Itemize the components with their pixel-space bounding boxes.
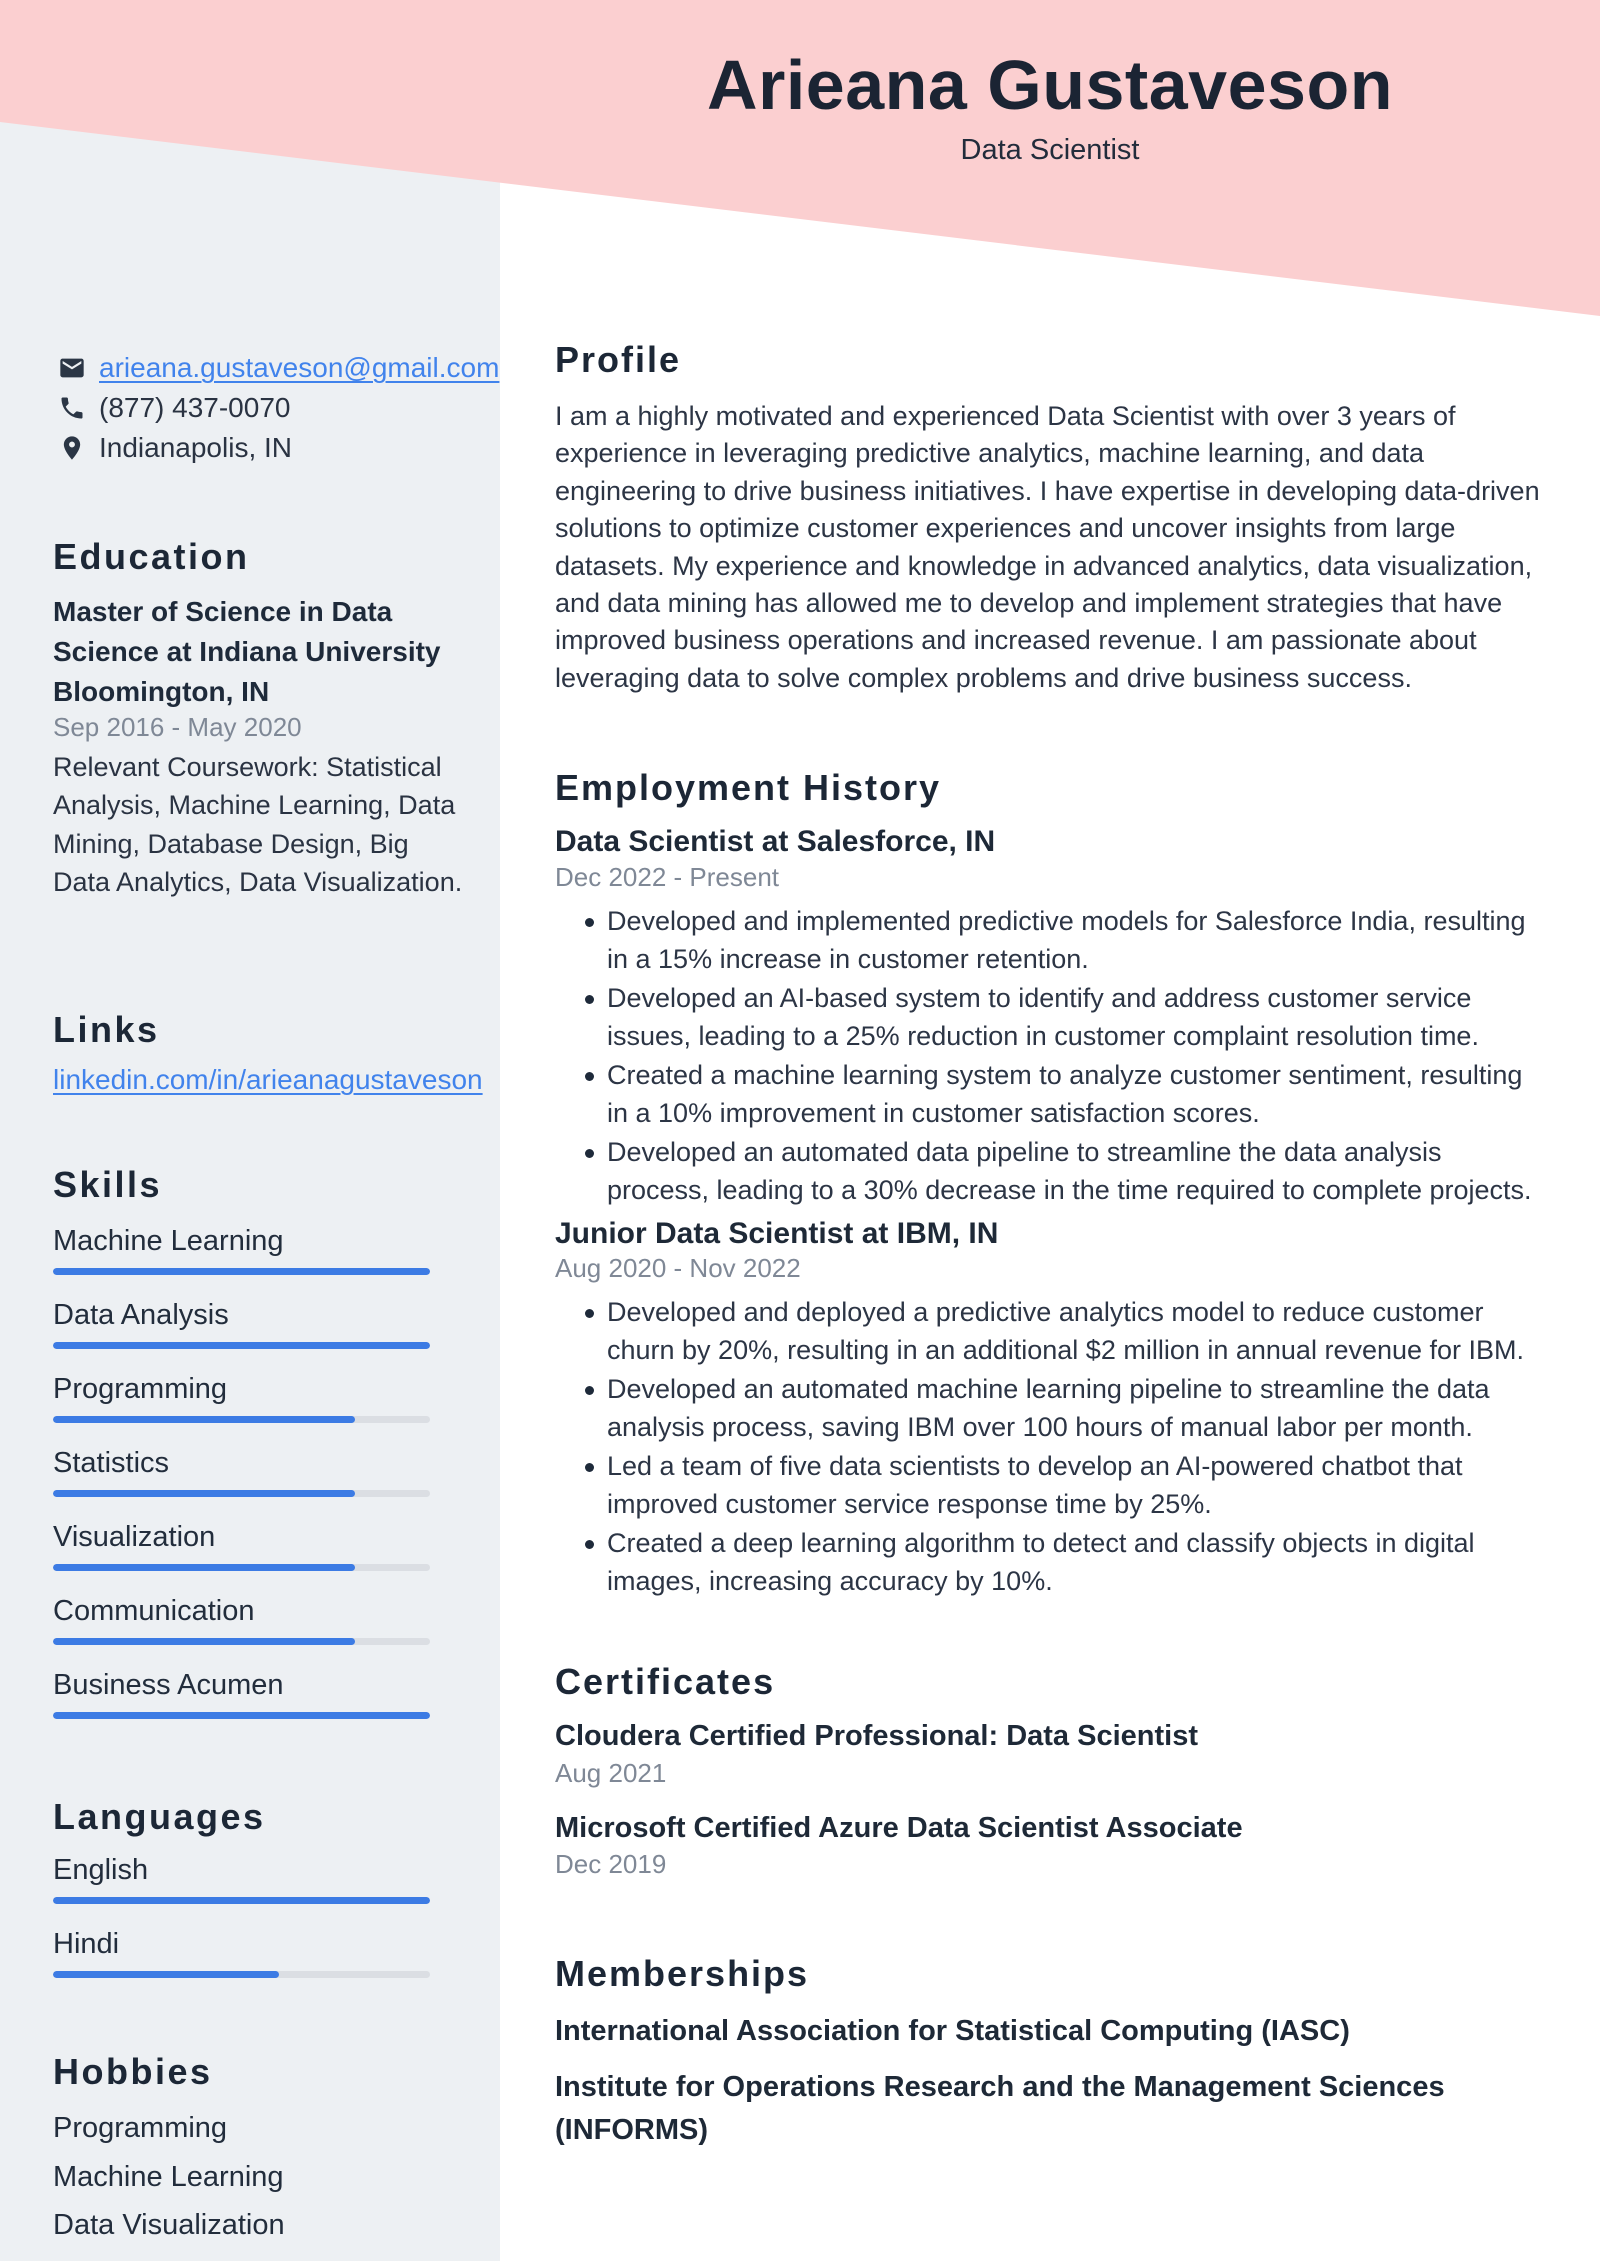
education-coursework: Relevant Coursework: Statistical Analysis, Machine Learning, Data Mining, Database Design, Big Data Analytics, Data Visualization. xyxy=(53,752,463,897)
skill-label: Programming xyxy=(53,1373,228,1405)
certificate-name: Microsoft Certified Azure Data Scientist Associate xyxy=(555,1812,1243,1844)
education-dates: Sep 2016 - May 2020 xyxy=(53,712,302,742)
skills-list xyxy=(53,1224,430,1742)
skill-label: Business Acumen xyxy=(53,1669,284,1701)
skill-item xyxy=(53,1298,430,1349)
linkedin-link[interactable]: linkedin.com/in/arieanagustaveson xyxy=(53,1064,483,1095)
skill-label: Communication xyxy=(53,1595,255,1627)
skill-label: Visualization xyxy=(53,1521,216,1553)
language-item xyxy=(53,1853,430,1904)
job-bullet-list xyxy=(555,1294,1540,1602)
person-name: Arieana Gustaveson xyxy=(707,46,1393,124)
job-bullet: Created a machine learning system to analyze customer sentiment, resulting in a 10% improvement in customer satisfaction scores. xyxy=(555,1057,1540,1132)
hobbies-heading: Hobbies xyxy=(53,2051,213,2092)
language-label: English xyxy=(53,1854,149,1886)
membership-item: Institute for Operations Research and the Management Sciences (INFORMS) xyxy=(555,2071,1445,2146)
contact-block xyxy=(57,348,500,468)
links-heading: Links xyxy=(53,1009,160,1050)
language-item xyxy=(53,1927,430,1978)
profile-heading: Profile xyxy=(555,339,682,380)
hobby-item: Data Visualization xyxy=(53,2209,285,2241)
skill-item xyxy=(53,1446,430,1497)
skill-item xyxy=(53,1520,430,1571)
employment-heading: Employment History xyxy=(555,767,942,808)
phone-icon xyxy=(57,393,87,423)
language-bar-track xyxy=(53,1897,430,1904)
skill-bar-track xyxy=(53,1564,430,1571)
skill-bar-track xyxy=(53,1490,430,1497)
job-bullet: Developed an AI-based system to identify and address customer service issues, leading to a 25% reduction in customer complaint resolution time. xyxy=(555,980,1540,1055)
skill-label: Machine Learning xyxy=(53,1225,284,1257)
skill-item xyxy=(53,1372,430,1423)
job-bullet: Developed and implemented predictive models for Salesforce India, resulting in a 15% increase in customer retention. xyxy=(555,903,1540,978)
job-bullet: Created a deep learning algorithm to detect and classify objects in digital images, increasing accuracy by 10%. xyxy=(555,1525,1540,1600)
job-title: Junior Data Scientist at IBM, IN xyxy=(555,1217,999,1250)
language-bar-fill xyxy=(53,1897,430,1904)
skill-bar-fill xyxy=(53,1712,430,1719)
job-dates: Dec 2022 - Present xyxy=(555,862,780,892)
skill-bar-track xyxy=(53,1342,430,1349)
language-bar-fill xyxy=(53,1971,279,1978)
membership-item: International Association for Statistical Computing (IASC) xyxy=(555,2015,1350,2047)
skill-label: Statistics xyxy=(53,1447,170,1479)
education-heading: Education xyxy=(53,536,250,577)
person-job-title: Data Scientist xyxy=(960,134,1140,166)
skill-bar-track xyxy=(53,1712,430,1719)
location-text: Indianapolis, IN xyxy=(99,432,293,463)
certificate-date: Dec 2019 xyxy=(555,1849,667,1879)
contact-row-location xyxy=(57,428,487,468)
email-link[interactable]: arieana.gustaveson@gmail.com xyxy=(99,352,500,383)
skill-bar-fill xyxy=(53,1342,430,1349)
language-label: Hindi xyxy=(53,1928,120,1960)
contact-row-email xyxy=(57,348,500,388)
languages-list xyxy=(53,1853,430,2001)
skill-item xyxy=(53,1594,430,1645)
location-pin-icon xyxy=(57,433,87,463)
job-bullet: Developed and deployed a predictive analytics model to reduce customer churn by 20%, resulting in an additional $2 million in annual revenue for IBM. xyxy=(555,1294,1540,1369)
skill-bar-track xyxy=(53,1416,430,1423)
job-bullet-list xyxy=(555,903,1540,1211)
certificate-name: Cloudera Certified Professional: Data Scientist xyxy=(555,1720,1198,1752)
hobby-item: Machine Learning xyxy=(53,2160,284,2193)
skills-heading: Skills xyxy=(53,1164,163,1205)
job-title: Data Scientist at Salesforce, IN xyxy=(555,825,996,858)
skill-item xyxy=(53,1668,430,1719)
skill-bar-fill xyxy=(53,1416,355,1423)
skill-bar-track xyxy=(53,1638,430,1645)
job-bullet: Developed an automated data pipeline to streamline the data analysis process, leading to a 30% decrease in the time required to complete projects. xyxy=(555,1134,1540,1209)
skill-bar-fill xyxy=(53,1268,430,1275)
profile-text: I am a highly motivated and experienced Data Scientist with over 3 years of experience in leveraging predictive analytics, machine learning, and data engineering to drive business initiatives. I have expertise in developing data-driven solutions to optimize customer experiences and uncover insights from large datasets. My experience and knowledge in advanced analytics, data visualization, and data mining has allowed me to develop and implement strategies that have improved business operations and increased revenue. I am passionate about leveraging data to solve complex problems and drive business success. xyxy=(555,401,1540,693)
certificate-date: Aug 2021 xyxy=(555,1758,667,1788)
language-bar-track xyxy=(53,1971,430,1978)
links-list xyxy=(53,1064,483,1096)
hobbies-list xyxy=(53,2104,285,2250)
job-bullet: Developed an automated machine learning pipeline to streamline the data analysis process, saving IBM over 100 hours of manual labor per month. xyxy=(555,1371,1540,1446)
contact-row-phone xyxy=(57,388,487,428)
skill-bar-track xyxy=(53,1268,430,1275)
skill-bar-fill xyxy=(53,1564,355,1571)
skill-label: Data Analysis xyxy=(53,1299,229,1331)
hobby-item: Programming xyxy=(53,2112,228,2144)
certificates-heading: Certificates xyxy=(555,1661,776,1702)
job-bullet: Led a team of five data scientists to develop an AI-powered chatbot that improved customer service response time by 25%. xyxy=(555,1448,1540,1523)
phone-number: (877) 437-0070 xyxy=(99,392,291,423)
email-icon xyxy=(57,353,87,383)
skill-bar-fill xyxy=(53,1490,355,1497)
education-degree: Master of Science in Data Science at Indiana University Bloomington, IN xyxy=(53,596,441,707)
job-dates: Aug 2020 - Nov 2022 xyxy=(555,1253,801,1283)
skill-bar-fill xyxy=(53,1638,355,1645)
skill-item xyxy=(53,1224,430,1275)
languages-heading: Languages xyxy=(53,1796,266,1837)
memberships-heading: Memberships xyxy=(555,1953,810,1994)
